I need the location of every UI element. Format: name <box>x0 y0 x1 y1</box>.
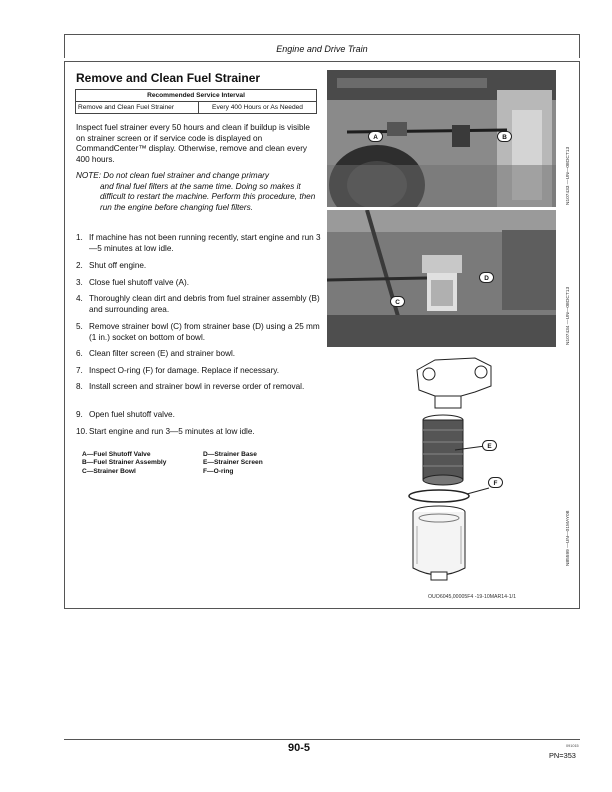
callout-f: F <box>488 477 503 488</box>
page-pn: PN=353 <box>549 751 576 760</box>
step-number: 3. <box>76 278 83 287</box>
callout-b: B <box>497 131 512 142</box>
step-text: Install screen and strainer bowl in reverse order of removal. <box>89 382 305 391</box>
step-text: If machine has not been running recently, start engine and run 3—5 minutes at low idle. <box>89 233 321 253</box>
step-number: 10. <box>76 427 88 436</box>
step-text: Close fuel shutoff valve (A). <box>89 278 189 287</box>
legend-item-f: F—O-ring <box>203 467 234 475</box>
step-item <box>76 294 324 315</box>
note-paragraph <box>76 171 320 213</box>
step-text: Thoroughly clean dirt and debris from fuel strainer assembly (B) and surrounding area. <box>89 294 320 314</box>
footer-rule <box>64 739 580 740</box>
header-rule <box>64 34 580 35</box>
service-table-interval: Every 400 Hours or As Needed <box>199 102 317 114</box>
step-item <box>76 261 324 272</box>
callout-c: C <box>390 296 405 307</box>
step-number: 6. <box>76 349 83 358</box>
callout-a: A <box>368 131 383 142</box>
intro-paragraph: Inspect fuel strainer every 50 hours and clean if buildup is visible on strainer screen or if service code is displayed on CommandCenter™ display. Otherwise, remove and clean every 400 hours. <box>76 123 310 164</box>
step-item <box>76 366 324 377</box>
section-title: Remove and Clean Fuel Strainer <box>76 71 261 85</box>
photo1-art <box>327 70 556 207</box>
step-number: 4. <box>76 294 83 303</box>
note-rest: and final fuel filters at the same time. Doing so makes it difficult to restart the machine. Perform this procedure, then run the engine before changing fuel filters. <box>100 181 316 212</box>
legend-item-a: A—Fuel Shutoff Valve <box>82 451 151 458</box>
legend-item-d: D—Strainer Base <box>203 451 257 458</box>
reference-code: OUO6045,00005F4 -19-10MAR14-1/1 <box>428 594 516 600</box>
page-number: 90-5 <box>288 742 311 754</box>
step-number: 2. <box>76 261 83 270</box>
step-text: Remove strainer bowl (C) from strainer base (D) using a 25 mm (1 in.) socket on bottom of bowl. <box>89 322 320 342</box>
legend-item-c: C—Strainer Bowl <box>82 467 136 475</box>
step-text: Start engine and run 3—5 minutes at low idle. <box>89 427 255 436</box>
service-interval-table <box>75 89 317 114</box>
photo1-caption: N107433 —UN—08OCT13 <box>566 146 571 205</box>
legend-item-e: E—Strainer Screen <box>203 459 263 467</box>
photo2-caption: N107434 —UN—08OCT13 <box>566 286 571 345</box>
step-item <box>76 410 324 421</box>
photo-fuel-strainer-location <box>327 70 556 207</box>
legend-left <box>82 451 166 476</box>
legend-item-b: B—Fuel Strainer Assembly <box>82 459 167 467</box>
step-item <box>76 233 324 254</box>
step-number: 7. <box>76 366 83 375</box>
service-table-heading: Recommended Service Interval <box>76 90 317 102</box>
step-number: 5. <box>76 322 83 331</box>
step-text: Shut off engine. <box>89 261 147 270</box>
step-item <box>76 349 324 360</box>
service-table-task: Remove and Clean Fuel Strainer <box>76 102 199 114</box>
step-text: Open fuel shutoff valve. <box>89 410 175 419</box>
legend-right <box>203 451 263 476</box>
photo-strainer-closeup <box>327 210 556 347</box>
step-item <box>76 278 324 289</box>
running-header: Engine and Drive Train <box>276 44 368 54</box>
step-text: Inspect O-ring (F) for damage. Replace if necessary. <box>89 366 280 375</box>
photo2-art <box>327 210 556 347</box>
footer-small-code: 091015 <box>566 744 579 748</box>
exploded-strainer-drawing <box>395 350 515 590</box>
callout-e: E <box>482 440 497 451</box>
step-item <box>76 427 324 438</box>
callout-d: D <box>479 272 494 283</box>
step-number: 9. <box>76 410 83 419</box>
drawing-caption: N85599 —UN—01MAY08 <box>566 510 571 566</box>
step-number: 1. <box>76 233 83 242</box>
step-number: 8. <box>76 382 83 391</box>
step-text: Clean filter screen (E) and strainer bowl. <box>89 349 236 358</box>
note-first-line: NOTE: Do not clean fuel strainer and change primary <box>76 171 269 180</box>
step-item <box>76 382 324 393</box>
step-item <box>76 322 324 343</box>
